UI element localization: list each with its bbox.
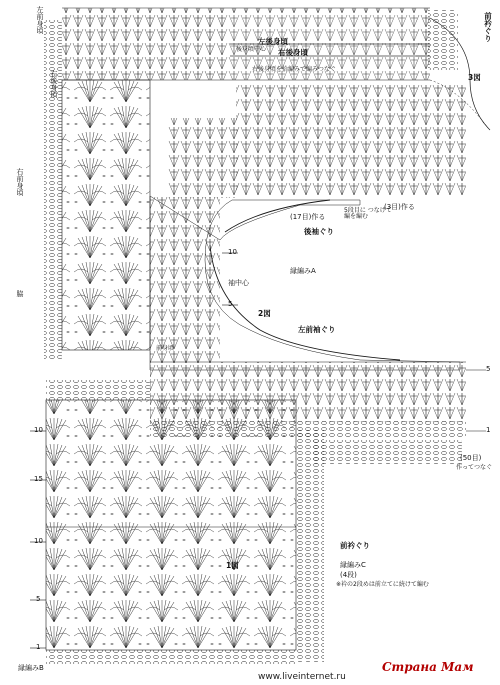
label-front-body-edge: 前身頃 [156,345,175,352]
front-placket-edge [296,430,462,662]
row-number: 1 [486,426,491,434]
label-make-50-note: 作ってつなぐ [456,464,493,471]
label-make-50: (50目) [460,454,482,462]
label-pattern-a: 縁編みA [290,267,316,275]
row-number: 10 [34,537,43,545]
brand-logo: Страна Мам [382,660,474,674]
label-make-3: (3目)作る [384,203,415,211]
watermark-url: www.liveinternet.ru [258,672,346,682]
label-edge-b: 縁編みB [18,664,44,672]
row-number: 5 [36,595,41,603]
row-number: 15 [34,475,43,483]
label-left-back-body: 左後身頃 [258,37,288,46]
label-fig1: 1図 [226,561,239,570]
label-pattern-c-note: ※衿の2段めは前立てに続けて編む [336,581,429,588]
row-number: 10 [34,426,43,434]
label-pattern-c-rows: (4段) [340,571,357,579]
label-right-back-body: 右後身頃 [278,48,308,57]
label-back-armhole: 後袖ぐり [304,227,334,236]
label-make-17: (17目)作る [290,213,326,221]
label-right-front-body-side: 右前身頃 [16,168,24,196]
label-left-front-armhole: 左前袖ぐり [298,325,336,334]
label-fig3: 3図 [468,73,481,82]
front-lower-body [46,380,296,664]
label-pattern-c: 縁編みC [340,561,366,569]
row-number: 10 [228,248,237,256]
row-number: 5 [228,300,233,308]
label-left-front-body-side: 左前身頃 [36,6,44,34]
row-number: 5 [486,365,491,373]
label-fig2: 2図 [258,309,271,318]
back-yoke-band [62,8,430,80]
back-armhole-block [168,84,466,198]
label-fig3-neck: 前衿ぐり [483,12,493,42]
label-left-side: 右後身頃 [50,70,58,98]
label-armhole-center: 袖中心 [228,279,249,287]
label-back-center: 後身頃中心 [236,46,267,53]
label-join-note: 5段目に つなげて編を編む [344,207,392,220]
armhole-curve-region [150,196,460,370]
label-side-mark: 脇 [16,290,24,297]
label-neckline: 前衿ぐり [340,541,370,550]
row-number: 1 [36,643,41,651]
label-back-join-note: 右後身頃を拾編みで編みつなぐ [252,66,336,73]
